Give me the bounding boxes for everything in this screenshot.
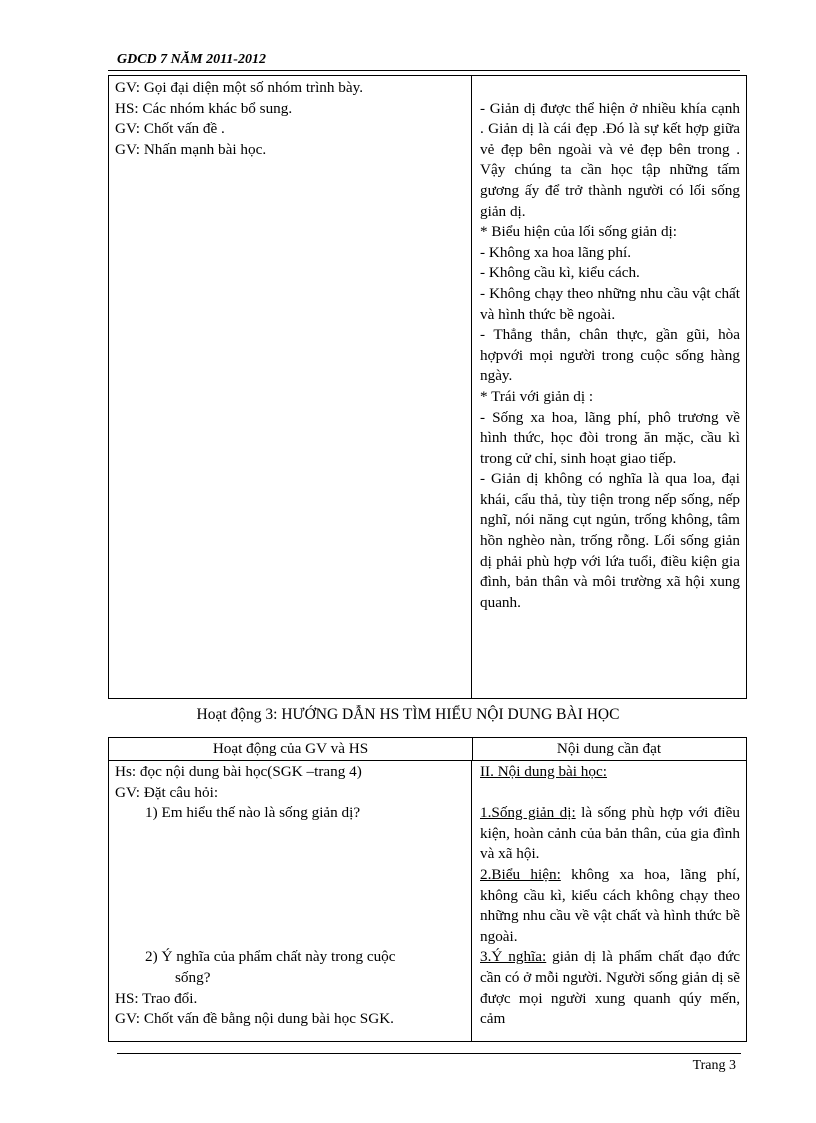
table1-right-paragraph: - Thẳng thắn, chân thực, gần gũi, hòa hợpvới mọi người trong cuộc sống hàng ngày. bbox=[480, 326, 740, 385]
table1-right-paragraph: - Không chạy theo những nhu cầu vật chất và hình thức bề ngoài. bbox=[480, 284, 740, 323]
spacer bbox=[115, 906, 471, 927]
section-heading: Hoạt động 3: HƯỚNG DẪN HS TÌM HIỂU NỘI DUNG BÀI HỌC bbox=[196, 706, 620, 723]
table1-left-line: GV: Chốt vấn đề . bbox=[115, 120, 225, 138]
spacer bbox=[115, 886, 471, 907]
table-body bbox=[109, 760, 746, 1041]
point-1-text: là sống phù hợp với điều kiện, hoàn cảnh của bản thân, của gia đình và xã hội. bbox=[480, 804, 740, 863]
header-divider bbox=[108, 70, 740, 71]
table-header-row bbox=[109, 738, 746, 761]
table1-left-line: HS: Các nhóm khác bổ sung. bbox=[115, 99, 293, 117]
spacer bbox=[115, 824, 471, 845]
instruction-line: HS: Trao đổi. bbox=[115, 989, 198, 1007]
question-2-continued: sống? bbox=[175, 968, 211, 986]
column-header-activities: Hoạt động của GV và HS bbox=[109, 738, 473, 760]
table1-right-paragraph: - Không cầu kì, kiểu cách. bbox=[480, 264, 640, 282]
document-header: GDCD 7 NĂM 2011-2012 bbox=[117, 52, 266, 67]
teacher-student-column bbox=[109, 760, 472, 1041]
table1-left-line: GV: Gọi đại diện một số nhóm trình bày. bbox=[115, 79, 364, 96]
point-2-label: 2.Biểu hiện: bbox=[480, 865, 561, 883]
instruction-line: GV: Chốt vấn đề bằng nội dung bài học SGK. bbox=[115, 1010, 394, 1028]
point-2 bbox=[480, 865, 740, 947]
lesson-content-title: II. Nội dung bài học: bbox=[480, 763, 607, 780]
page-number: Trang 3 bbox=[692, 1058, 736, 1073]
table1-right-paragraph: * Trái với giản dị : bbox=[480, 387, 594, 405]
question-1: 1) Em hiểu thế nào là sống giản dị? bbox=[145, 804, 361, 822]
question-2: 2) Ý nghĩa của phẩm chất này trong cuộc bbox=[145, 948, 396, 966]
point-3-label: 3.Ý nghĩa: bbox=[480, 948, 547, 966]
instruction-line: GV: Đặt câu hỏi: bbox=[115, 783, 219, 801]
lesson-content-table bbox=[108, 737, 747, 1042]
spacer bbox=[115, 927, 471, 948]
instruction-line: Hs: đọc nội dung bài học(SGK –trang 4) bbox=[115, 763, 362, 780]
point-3-text: giản dị là phẩm chất đạo đức cần có ở mỗi người. Người sống giản dị sẽ được mọi người xung quanh qúy mến, cảm bbox=[480, 948, 740, 1028]
footer-divider bbox=[117, 1053, 741, 1054]
point-1-label: 1.Sống giản dị: bbox=[480, 804, 576, 822]
table1-right-paragraph: - Giản dị được thể hiện ở nhiều khía cạnh . Giản dị là cái đẹp .Đó là sự kết hợp giữa vẻ đẹp bên ngoài và vẻ đẹp bên trong . Vậy chúng ta cần học tập những tấm gương ấy để trở thành người có lối sống giản dị. bbox=[480, 99, 740, 220]
column-header-content: Nội dung cần đạt bbox=[556, 740, 662, 757]
content-column bbox=[472, 76, 746, 698]
content-column bbox=[472, 760, 746, 1041]
teacher-student-column bbox=[109, 76, 472, 698]
table1-right-paragraph: - Không xa hoa lãng phí. bbox=[480, 243, 631, 261]
table1-right-paragraph: - Sống xa hoa, lãng phí, phô trương về hình thức, học đòi trong ăn mặc, cầu kì trong cử chỉ, sinh hoạt giao tiếp. bbox=[480, 408, 740, 467]
spacer bbox=[115, 844, 471, 865]
table1-right-paragraph: * Biểu hiện của lối sống giản dị: bbox=[480, 223, 677, 241]
spacer bbox=[480, 783, 740, 804]
point-2-text: không xa hoa, lãng phí, không cầu kì, kiểu cách không chạy theo những nhu cầu về vật chất và hình thức bề ngoài. bbox=[480, 865, 740, 945]
table1-left-line: GV: Nhấn mạnh bài học. bbox=[115, 140, 267, 158]
spacer bbox=[115, 865, 471, 886]
activity-table-continued bbox=[108, 75, 747, 699]
table1-right-paragraph: - Giản dị không có nghĩa là qua loa, đại khái, cẩu thả, tùy tiện trong nếp sống, nếp nghĩ, nói năng cụt ngủn, trống không, tâm hồn nghèo nàn, trống rỗng. Lối sống giản dị phải phù hợp với lứa tuổi, điều kiện gia đình, bản thân và môi trường xã hội xung quanh. bbox=[480, 470, 740, 611]
point-1 bbox=[480, 803, 740, 865]
point-3 bbox=[480, 947, 740, 1029]
